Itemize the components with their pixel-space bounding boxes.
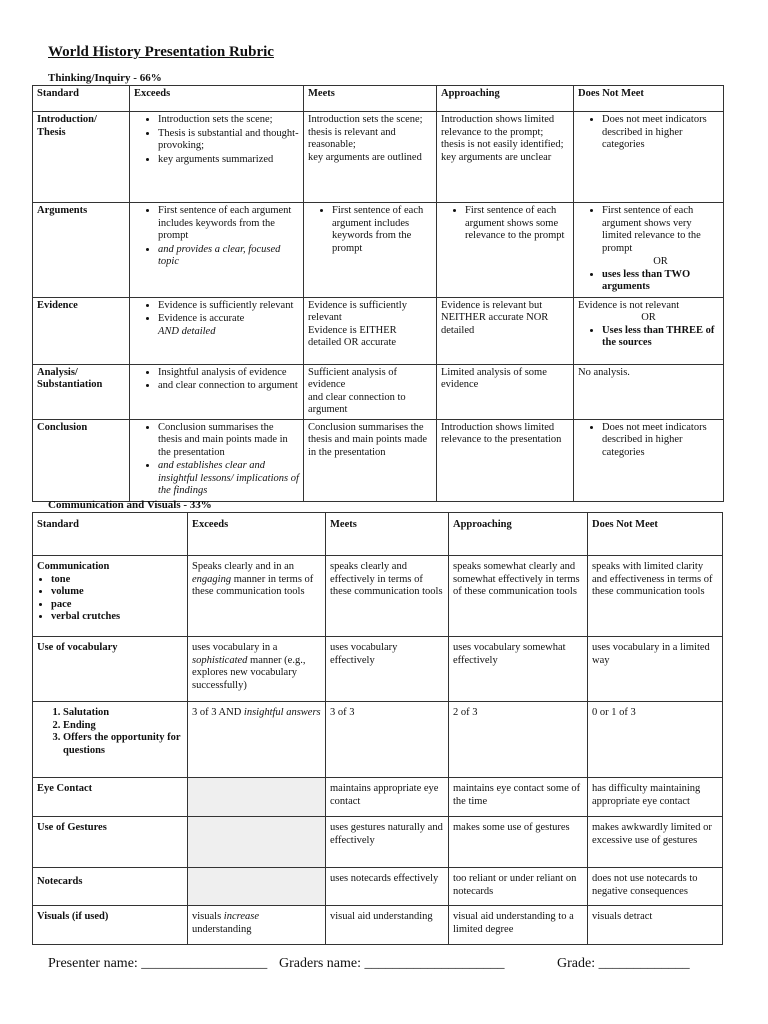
list-item: • Conclusion summarises the thesis and main points made in the presentation bbox=[158, 422, 299, 460]
cell-text: manner in terms of these communication tools bbox=[192, 573, 314, 597]
header-exceeds: Exceeds bbox=[134, 88, 171, 99]
cell-text: Limited analysis of some evidence bbox=[441, 366, 547, 390]
cell-text: Evidence is EITHER detailed OR accurate bbox=[308, 324, 397, 348]
cell-text: uses vocabulary somewhat effectively bbox=[453, 642, 566, 666]
cell-text: speaks somewhat clearly and somewhat effectively in terms of these communication tools bbox=[453, 561, 580, 597]
cell-text: uses vocabulary effectively bbox=[330, 642, 398, 666]
list-item: • Does not meet indicators described in higher categories bbox=[602, 422, 719, 460]
section-heading-communication: Communication and Visuals - 33% bbox=[48, 499, 212, 511]
cell-text: understanding bbox=[192, 923, 252, 935]
cell-text: No analysis. bbox=[578, 366, 630, 378]
cell-text: key arguments are unclear bbox=[441, 151, 552, 163]
cell-text: Conclusion summarises the thesis and main points made in the presentation bbox=[308, 421, 427, 458]
row-label-vocabulary: Use of vocabulary bbox=[37, 642, 118, 653]
cell-text: 3 of 3 AND bbox=[192, 707, 242, 718]
cell-text: speaks with limited clarity and effectiveness in terms of these communication tools bbox=[592, 561, 713, 597]
row-label-analysis: Analysis/ Substantiation bbox=[37, 366, 103, 390]
list-item: • and clear connection to argument bbox=[158, 380, 299, 393]
table-row bbox=[33, 419, 724, 501]
section-heading-thinking: Thinking/Inquiry - 66% bbox=[48, 72, 162, 84]
graders-name-field[interactable]: Graders name: ____________________ bbox=[279, 956, 505, 971]
italic-text: and provides a clear, focused topic bbox=[158, 243, 281, 267]
communication-visuals-table bbox=[32, 512, 723, 945]
cell-text: thesis is not easily identified; bbox=[441, 139, 564, 150]
header-standard: Standard bbox=[37, 88, 80, 99]
list-item: • Insightful analysis of evidence bbox=[158, 367, 299, 380]
cell-text: Evidence is not relevant bbox=[578, 299, 680, 311]
row-label-evidence: Evidence bbox=[37, 299, 78, 311]
list-item bbox=[158, 460, 299, 498]
list-item: • tone bbox=[51, 574, 183, 587]
cell-text: Evidence is relevant but NEITHER accurate NOR detailed bbox=[441, 299, 549, 336]
list-item: • First sentence of each argument shows some relevance to the prompt bbox=[465, 205, 569, 243]
header-approaching: Approaching bbox=[453, 519, 512, 530]
italic-text: AND detailed bbox=[158, 325, 216, 337]
row-label-gestures: Use of Gestures bbox=[37, 822, 107, 833]
cell-text: Evidence is accurate bbox=[158, 313, 245, 324]
list-item: • Introduction sets the scene; bbox=[158, 114, 299, 127]
list-item bbox=[158, 313, 299, 338]
header-standard: Standard bbox=[37, 519, 80, 530]
presenter-name-field[interactable]: Presenter name: __________________ bbox=[48, 956, 268, 971]
italic-text: insightful answers bbox=[243, 707, 321, 718]
list-item: • key arguments summarized bbox=[158, 154, 299, 167]
cell-text: and clear connection to argument bbox=[308, 391, 406, 415]
list-item: • Evidence is sufficiently relevant bbox=[158, 300, 299, 313]
cell-text: uses vocabulary in a limited way bbox=[592, 642, 710, 666]
row-label-visuals: Visuals (if used) bbox=[37, 911, 109, 922]
table-row bbox=[33, 702, 723, 778]
row-label-eye-contact: Eye Contact bbox=[37, 783, 93, 794]
italic-text: sophisticated bbox=[192, 654, 248, 666]
list-item: • volume bbox=[51, 586, 183, 599]
empty-cell bbox=[188, 778, 326, 817]
list-item: 3. Offers the opportunity for questions bbox=[63, 732, 183, 757]
row-label-communication: Communication bbox=[37, 561, 110, 572]
cell-text: 0 or 1 of 3 bbox=[592, 707, 636, 718]
header-approaching: Approaching bbox=[441, 88, 500, 99]
list-item: 1. Salutation bbox=[63, 707, 183, 720]
table-row bbox=[33, 637, 723, 702]
row-label-conclusion: Conclusion bbox=[37, 421, 88, 433]
cell-text: too reliant or under reliant on notecards bbox=[453, 873, 577, 897]
row-label-notecards: Notecards bbox=[37, 876, 83, 887]
cell-text: visuals detract bbox=[592, 911, 653, 922]
list-item: • verbal crutches bbox=[51, 611, 183, 624]
cell-text: visual aid understanding to a limited degree bbox=[453, 911, 574, 935]
list-item: • pace bbox=[51, 599, 183, 612]
table-header-row bbox=[33, 86, 724, 112]
italic-text: increase bbox=[223, 911, 259, 922]
cell-text: key arguments are outlined bbox=[308, 151, 422, 163]
table-row bbox=[33, 203, 724, 298]
header-meets: Meets bbox=[308, 88, 335, 99]
header-exceeds: Exceeds bbox=[192, 519, 229, 530]
cell-text: uses vocabulary in a bbox=[192, 642, 278, 653]
cell-text: visual aid understanding bbox=[330, 911, 433, 922]
italic-text: and establishes clear and insightful lessons/ implications of the findings bbox=[158, 460, 299, 496]
cell-text: makes some use of gestures bbox=[453, 822, 570, 833]
list-item: • First sentence of each argument shows very limited relevance to the prompt bbox=[602, 205, 719, 255]
cell-text: visuals bbox=[192, 911, 222, 922]
row-label-introduction: Introduction/ Thesis bbox=[37, 114, 97, 138]
header-meets: Meets bbox=[330, 519, 357, 530]
empty-cell bbox=[188, 868, 326, 906]
table-row bbox=[33, 556, 723, 637]
cell-text: 2 of 3 bbox=[453, 707, 478, 718]
cell-text: maintains appropriate eye contact bbox=[330, 783, 439, 807]
cell-text: uses notecards effectively bbox=[330, 873, 439, 884]
table-row bbox=[33, 297, 724, 364]
table-row bbox=[33, 868, 723, 906]
list-item: • uses less than TWO arguments bbox=[602, 269, 719, 294]
list-item: • Uses less than THREE of the sources bbox=[602, 325, 719, 350]
cell-text: Introduction shows limited relevance to the presentation bbox=[441, 421, 562, 445]
or-text: OR bbox=[641, 312, 656, 323]
cell-text: thesis is relevant and reasonable; bbox=[308, 126, 396, 150]
grade-field[interactable]: Grade: _____________ bbox=[557, 956, 690, 971]
cell-text: 3 of 3 bbox=[330, 707, 355, 718]
cell-text: Introduction sets the scene; bbox=[308, 114, 423, 125]
header-does-not-meet: Does Not Meet bbox=[578, 88, 644, 99]
table-row bbox=[33, 817, 723, 868]
page-title: World History Presentation Rubric bbox=[48, 44, 274, 60]
thinking-inquiry-table bbox=[32, 85, 724, 502]
cell-text: speaks clearly and effectively in terms of these communication tools bbox=[330, 561, 443, 597]
cell-text: Sufficient analysis of evidence bbox=[308, 366, 398, 390]
cell-text: has difficulty maintaining appropriate eye contact bbox=[592, 783, 701, 807]
list-item: • Thesis is substantial and thought-provoking; bbox=[158, 128, 299, 153]
table-row bbox=[33, 364, 724, 419]
cell-text: Speaks clearly and in an bbox=[192, 561, 295, 572]
cell-text: does not use notecards to negative consequences bbox=[592, 873, 698, 897]
cell-text: makes awkwardly limited or excessive use of gestures bbox=[592, 822, 712, 846]
empty-cell bbox=[188, 817, 326, 868]
table-row bbox=[33, 778, 723, 817]
list-item: • Does not meet indicators described in higher categories bbox=[602, 114, 719, 152]
cell-text: Introduction shows limited relevance to the prompt; bbox=[441, 114, 555, 138]
cell-text: uses gestures naturally and effectively bbox=[330, 822, 443, 846]
cell-text: Evidence is sufficiently relevant bbox=[308, 299, 407, 323]
list-item bbox=[158, 244, 299, 269]
list-item: • First sentence of each argument includes keywords from the prompt bbox=[332, 205, 432, 255]
italic-text: engaging bbox=[192, 573, 232, 585]
table-header-row bbox=[33, 513, 723, 556]
cell-text: manner (e.g., explores new vocabulary successfully) bbox=[192, 654, 306, 691]
list-item: 2. Ending bbox=[63, 720, 183, 733]
table-row bbox=[33, 112, 724, 203]
list-item: • First sentence of each argument includes keywords from the prompt bbox=[158, 205, 299, 243]
cell-text: maintains eye contact some of the time bbox=[453, 783, 581, 807]
row-label-arguments: Arguments bbox=[37, 205, 88, 216]
header-does-not-meet: Does Not Meet bbox=[592, 519, 658, 530]
or-text: OR bbox=[653, 256, 668, 267]
table-row bbox=[33, 906, 723, 945]
